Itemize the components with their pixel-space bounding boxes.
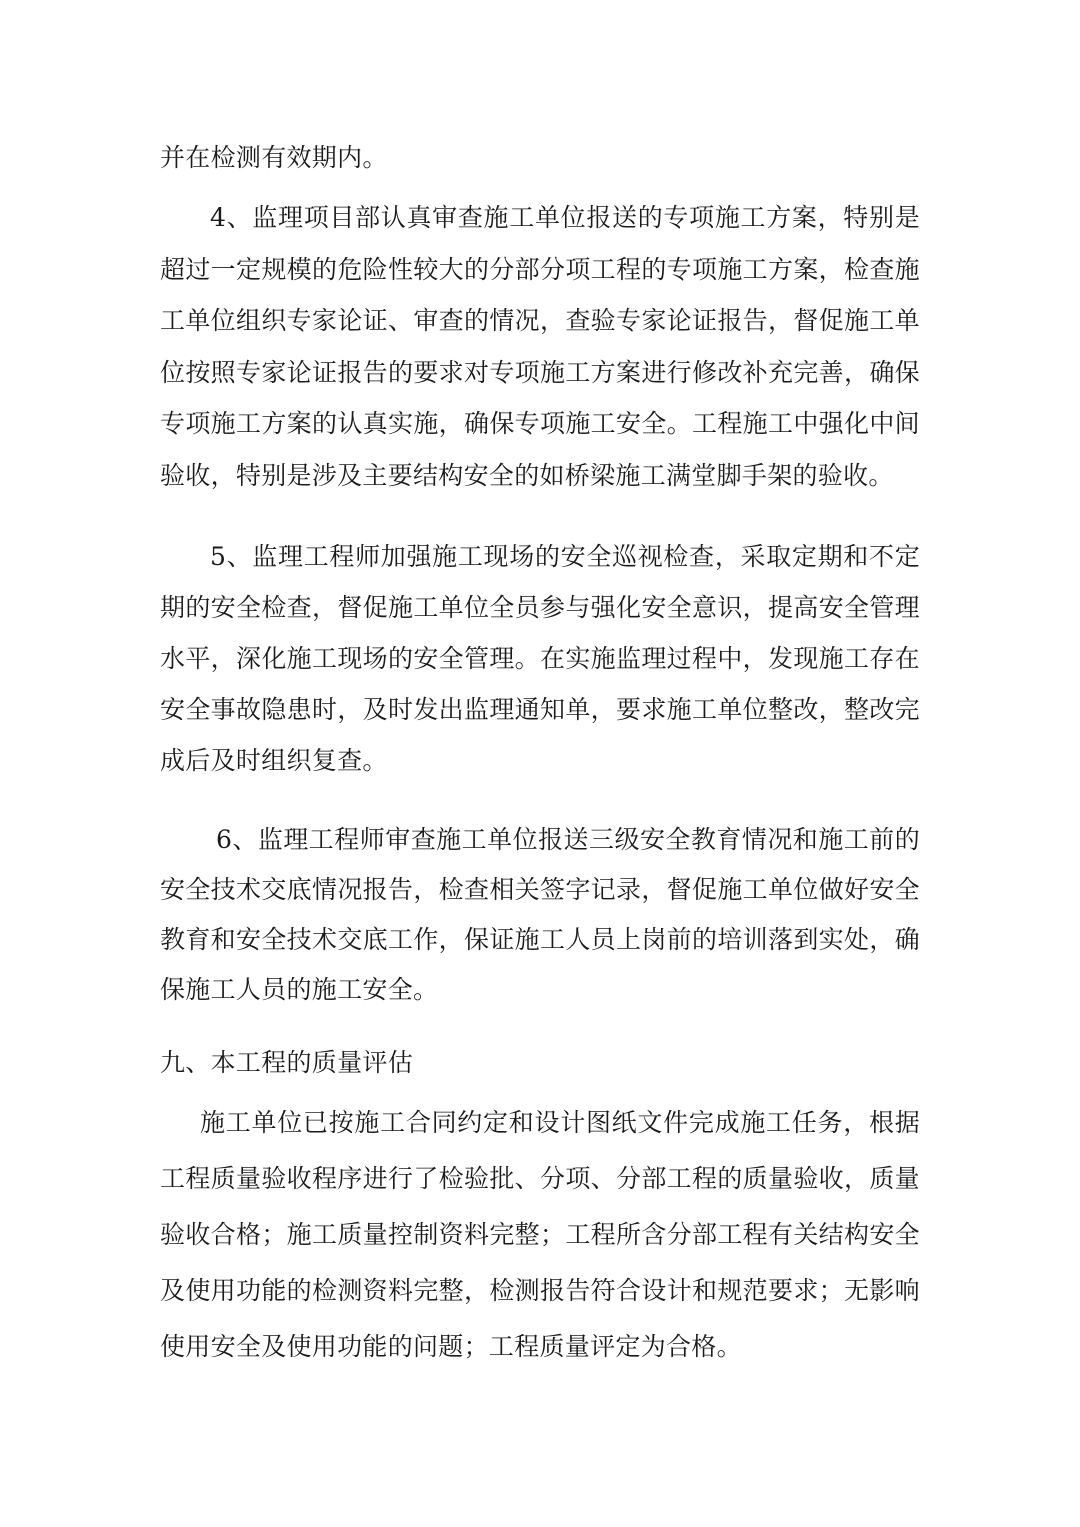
item-5-line-3: 水平，深化施工现场的安全管理。在实施监理过程中，发现施工存在 (160, 644, 920, 673)
item-4-line-4: 位按照专家论证报告的要求对专项施工方案进行修改补充完善，确保 (160, 358, 920, 387)
item-4-line-2: 超过一定规模的危险性较大的分部分项工程的专项施工方案，检查施 (160, 255, 920, 284)
quality-para-line-5: 使用安全及使用功能的问题；工程质量评定为合格。 (160, 1332, 742, 1361)
para-3-tail-line: 并在检测有效期内。 (160, 143, 388, 172)
quality-para-line-1: 施工单位已按施工合同约定和设计图纸文件完成施工任务，根据 (200, 1108, 920, 1137)
item-5-line-5: 成后及时组织复查。 (160, 746, 388, 775)
item-4-line-3: 工单位组织专家论证、审查的情况，查验专家论证报告，督促施工单 (160, 306, 920, 335)
item-4-line-5: 专项施工方案的认真实施，确保专项施工安全。工程施工中强化中间 (160, 409, 920, 438)
item-4-line-6: 验收，特别是涉及主要结构安全的如桥梁施工满堂脚手架的验收。 (160, 461, 894, 490)
item-6-line-1: 6、监理工程师审查施工单位报送三级安全教育情况和施工前的 (216, 825, 920, 854)
item-6-line-4: 保施工人员的施工安全。 (160, 975, 439, 1004)
item-4-line-1: 4、监理项目部认真审查施工单位报送的专项施工方案，特别是 (210, 203, 920, 232)
item-5-line-4: 安全事故隐患时，及时发出监理通知单，要求施工单位整改，整改完 (160, 695, 920, 724)
quality-para-line-3: 验收合格；施工质量控制资料完整；工程所含分部工程有关结构安全 (160, 1220, 920, 1249)
item-5-line-2: 期的安全检查，督促施工单位全员参与强化安全意识，提高安全管理 (160, 593, 920, 622)
item-5-line-1: 5、监理工程师加强施工现场的安全巡视检查，采取定期和不定 (210, 542, 920, 571)
quality-para-line-4: 及使用功能的检测资料完整，检测报告符合设计和规范要求；无影响 (160, 1276, 920, 1305)
section-9-heading: 九、本工程的质量评估 (160, 1048, 414, 1077)
item-6-line-3: 教育和安全技术交底工作，保证施工人员上岗前的培训落到实处，确 (160, 925, 920, 954)
quality-para-line-2: 工程质量验收程序进行了检验批、分项、分部工程的质量验收，质量 (160, 1164, 920, 1193)
item-6-line-2: 安全技术交底情况报告，检查相关签字记录，督促施工单位做好安全 (160, 875, 920, 904)
